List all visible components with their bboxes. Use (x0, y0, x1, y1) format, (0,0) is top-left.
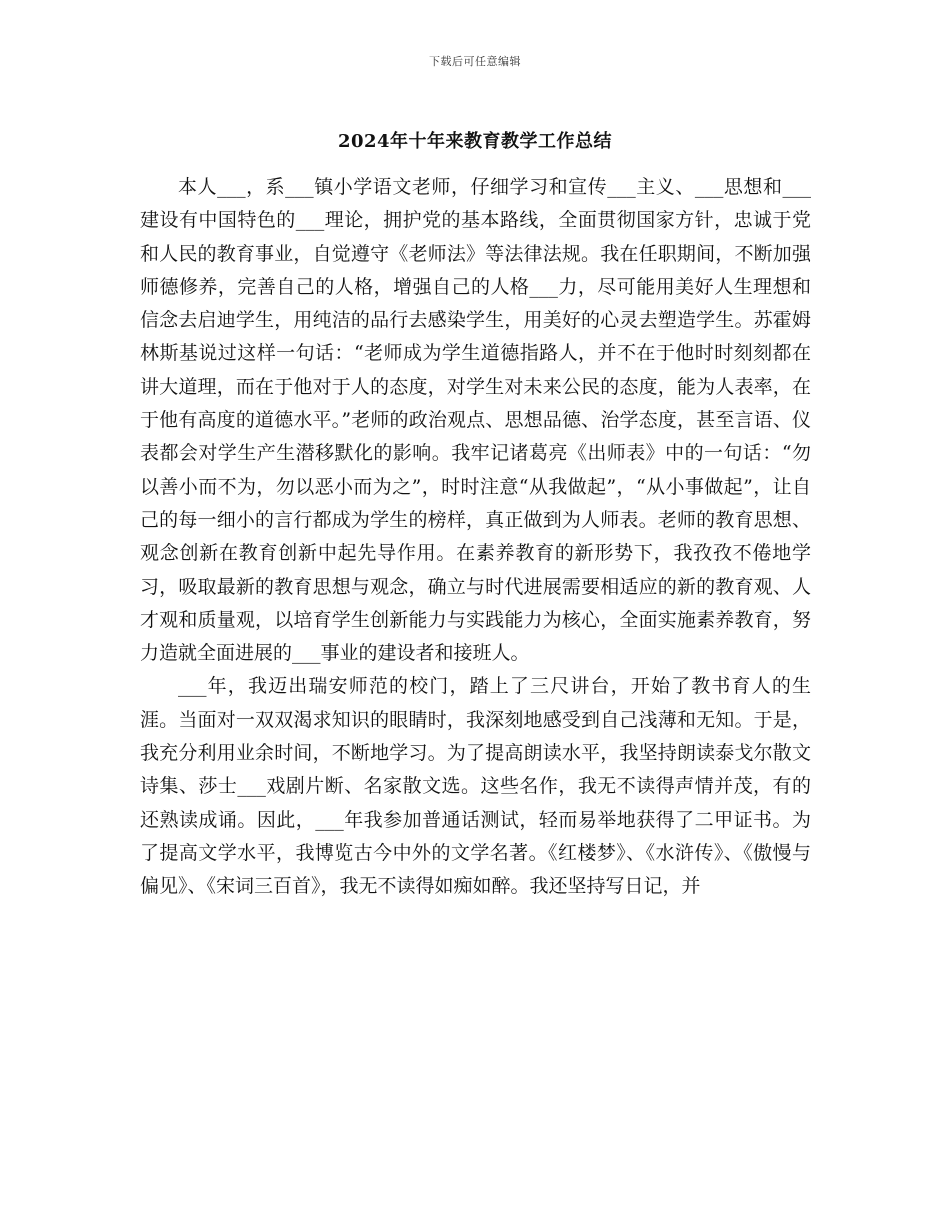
header-note: 下载后可任意编辑 (429, 55, 521, 68)
body-paragraph-2: ___年，我迈出瑞安师范的校门，踏上了三尺讲台，开始了教书育人的生涯。当面对一双双渴求知识的眼睛时，我深刻地感受到自己浅薄和无知。于是，我充分利用业余时间，不断地学习。为了提高朗读水平，我坚持朗读泰戈尔散文诗集、莎士___戏剧片断、名家散文选。这些名作，我无不读得声情并茂，有的还熟读成诵。因此，___年我参加普通话测试，轻而易举地获得了二甲证书。为了提高文学水平，我博览古今中外的文学名著。《红楼梦》、《水浒传》、《傲慢与偏见》、《宋词三百首》，我无不读得如痴如醉。我还坚持写日记，并 (140, 675, 811, 898)
document-title: 2024年十年来教育教学工作总结 (337, 131, 613, 152)
body-paragraph-1: 本人___，系___镇小学语文老师，仔细学习和宣传___主义、___思想和___建设有中国特色的___理论，拥护党的基本路线，全面贯彻国家方针，忠诚于党和人民的教育事业，自觉遵守《老师法》等法律法规。我在任职期间，不断加强师德修养，完善自己的人格，增强自己的人格___力，尽可能用美好人生理想和信念去启迪学生，用纯洁的品行去感染学生，用美好的心灵去塑造学生。苏霍姆林斯基说过这样一句话：“老师成为学生道德指路人，并不在于他时时刻刻都在讲大道理，而在于他对于人的态度，对学生对未来公民的态度，能为人表率，在于他有高度的道德水平。”老师的政治观点、思想品德、治学态度，甚至言语、仪表都会对学生产生潜移默化的影响。我牢记诸葛亮《出师表》中的一句话：“勿以善小而不为，勿以恶小而为之”，时时注意“从我做起”，“从小事做起”，让自己的每一细小的言行都成为学生的榜样，真正做到为人师表。老师的教育思想、观念创新在教育创新中起先导作用。在素养教育的新形势下，我孜孜不倦地学习，吸取最新的教育思想与观念，确立与时代进展需要相适应的新的教育观、人才观和质量观，以培育学生创新能力与实践能力为核心，全面实施素养教育，努力造就全面进展的___事业的建设者和接班人。 (140, 176, 811, 665)
document-body (140, 171, 811, 904)
